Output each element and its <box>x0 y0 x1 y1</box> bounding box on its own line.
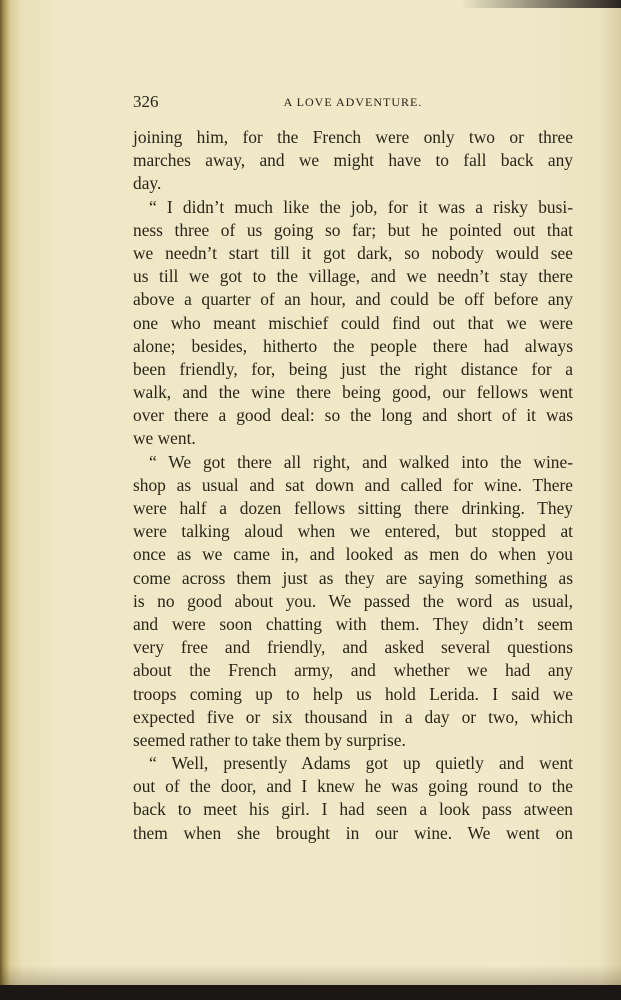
text-line: troops coming up to help us hold Lerida. I said we <box>133 683 573 704</box>
text-line: one who meant mischief could find out that we were <box>133 312 573 333</box>
text-line: marches away, and we might have to fall back any <box>133 150 573 171</box>
page-number: 326 <box>133 92 159 111</box>
text-line: been friendly, for, being just the right distance for a <box>133 358 573 379</box>
text-line: is no good about you. We passed the word as usual, <box>133 590 573 611</box>
page-header <box>133 92 573 112</box>
text-line: shop as usual and sat down and called for wine. There <box>133 474 573 495</box>
text-line: come across them just as they are saying something as <box>133 567 573 588</box>
text-line: were talking aloud when we entered, but stopped at <box>133 521 573 542</box>
text-line: over there a good deal: so the long and short of it was <box>133 405 573 426</box>
running-title: A LOVE ADVENTURE. <box>283 95 423 109</box>
page-shadow <box>0 965 621 985</box>
text-line: joining him, for the French were only two or three <box>133 127 573 147</box>
text-line: above a quarter of an hour, and could be off before any <box>133 289 573 310</box>
scan-edge <box>460 0 621 8</box>
text-line: seemed rather to take them by surprise. <box>133 729 406 750</box>
text-line: “ Well, presently Adams got up quietly and went <box>149 753 573 774</box>
text-line: alone; besides, hitherto the people there had always <box>133 335 573 356</box>
text-line: we needn’t start till it got dark, so nobody would see <box>133 242 573 263</box>
text-line: walk, and the wine there being good, our fellows went <box>133 382 573 403</box>
text-line: “ We got there all right, and walked into the wine- <box>149 451 573 472</box>
text-line: us till we got to the village, and we needn’t stay there <box>133 266 573 287</box>
text-line: expected five or six thousand in a day or two, which <box>133 706 573 727</box>
text-line: them when she brought in our wine. We went on <box>133 822 573 843</box>
text-line: “ I didn’t much like the job, for it was a risky busi- <box>149 196 573 217</box>
text-line: back to meet his girl. I had seen a look pass atween <box>133 799 573 820</box>
text-line: out of the door, and I knew he was going round to the <box>133 776 573 797</box>
text-line: about the French army, and whether we had any <box>133 660 573 681</box>
text-line: we went. <box>133 428 196 449</box>
text-line: day. <box>133 173 162 194</box>
text-line: and were soon chatting with them. They didn’t seem <box>133 613 573 634</box>
body-text <box>133 126 573 845</box>
text-line: once as we came in, and looked as men do when you <box>133 544 573 565</box>
text-line: were half a dozen fellows sitting there drinking. They <box>133 498 573 518</box>
text-line: ness three of us going so far; but he pointed out that <box>133 219 573 240</box>
text-line: very free and friendly, and asked several questions <box>133 637 573 658</box>
